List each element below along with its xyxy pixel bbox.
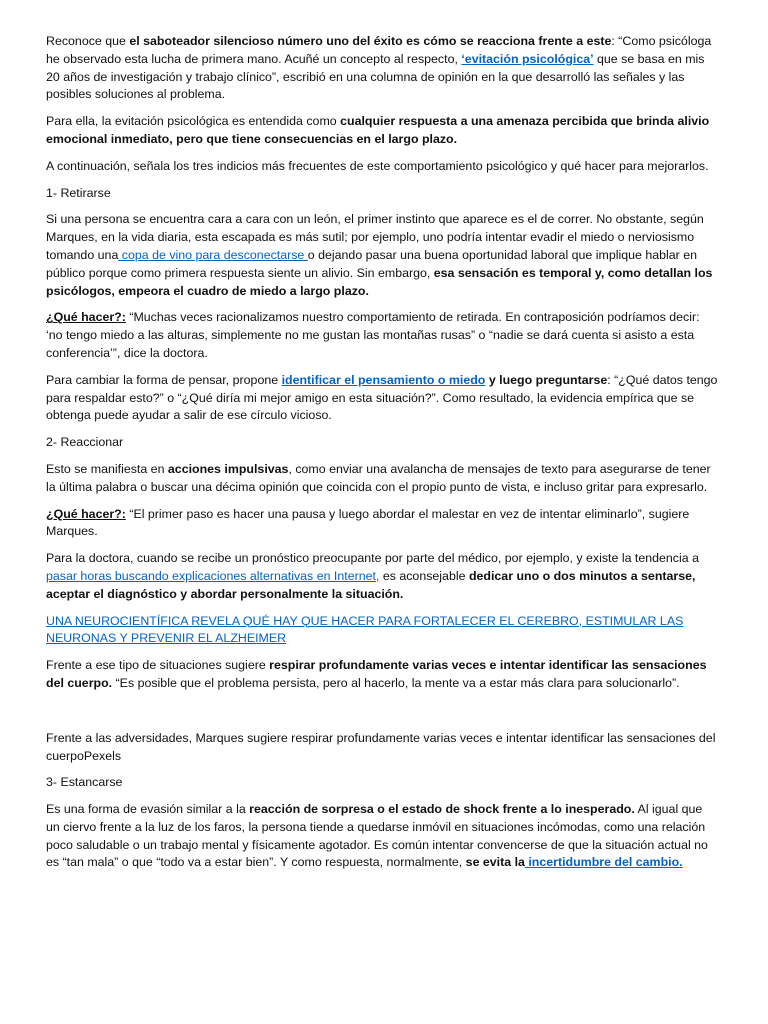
bold-text: reacción de sorpresa o el estado de shock frente a lo inesperado.: [249, 802, 635, 817]
bold-text: dedicar uno o dos minutos a sentarse, aceptar el diagnóstico y abordar personalmente la situación.: [46, 568, 696, 601]
link-copa-de-vino[interactable]: copa de vino para desconectarse: [118, 247, 308, 262]
bold-text: esa sensación es temporal y, como detallan los psicólogos, empeora el cuadro de miedo a largo plazo.: [46, 265, 713, 298]
text: es aconsejable: [379, 568, 469, 583]
paragraph: [46, 158, 718, 176]
text: Para la doctora, cuando se recibe un pronóstico preocupante por parte del médico, por ejemplo, y existe la tendencia a: [46, 551, 699, 566]
image-caption: [46, 730, 718, 766]
text: Para ella, la evitación psicológica es entendida como: [46, 114, 341, 129]
paragraph: [46, 613, 718, 649]
text: : “Como psicóloga he observado esta lucha de primera mano. Acuñé un concepto al respecto,: [46, 34, 712, 66]
bold-text: el saboteador silencioso número uno del éxito es cómo se reacciona frente a este: [129, 34, 612, 48]
bold-text: y luego preguntarse: [485, 372, 608, 387]
bold-text: se evita la: [465, 855, 525, 870]
paragraph: [46, 309, 718, 362]
paragraph: [46, 461, 718, 497]
text: Frente a ese tipo de situaciones sugiere: [46, 658, 270, 673]
text: Para cambiar la forma de pensar, propone: [46, 372, 282, 387]
paragraph: [46, 211, 718, 300]
bold-text: acciones impulsivas: [167, 461, 289, 476]
text: Al igual que un ciervo frente a la luz de los faros, la persona tiende a quedarse inmóvil en situaciones incómodas, como una relación poco saludable o un trabajo mental y físicamente agotador. Es común intentar convencerse de que la situación actual no es “tan mala” o que “todo va a estar bien”. Y como respuesta, normalmente,: [46, 802, 708, 870]
text: Esto se manifiesta en: [46, 461, 168, 476]
paragraph: [46, 33, 718, 104]
paragraph: [46, 550, 718, 603]
section-heading: 3- Estancarse: [46, 775, 123, 790]
spacer: [46, 702, 718, 730]
paragraph: [46, 113, 718, 149]
que-hacer-label: ¿Qué hacer?:: [46, 506, 126, 521]
text: Frente a las adversidades, Marques sugiere respirar profundamente varias veces e intentar identificar las sensaciones del cuerpoPexels: [46, 730, 716, 763]
text: Es una forma de evasión similar a la: [46, 802, 250, 817]
text: Reconoce que: [46, 34, 130, 48]
text: “El primer paso es hacer una pausa y luego abordar el malestar en vez de intentar eliminarlo”, sugiere Marques.: [46, 506, 690, 539]
que-hacer-label: ¿Qué hacer?:: [46, 310, 126, 325]
text: A continuación, señala los tres indicios más frecuentes de este comportamiento psicológico y qué hacer para mejorarlos.: [46, 158, 709, 173]
text: : “¿Qué datos tengo para respaldar esto?” o “¿Qué diría mi mejor amigo en esta situación?”. Como resultado, la evidencia empírica que se obtenga puede ayudar a salir de ese círculo vicioso.: [46, 372, 718, 423]
text: que se basa en mis 20 años de investigación y trabajo clínico”, escribió en una columna de opinión en la que desarrolló las señales y las posibles soluciones al problema.: [46, 51, 705, 102]
link-neurocientifica-article[interactable]: UNA NEUROCIENTÍFICA REVELA QUÉ HAY QUE HACER PARA FORTALECER EL CEREBRO, ESTIMULAR LAS NEURONAS Y PREVENIR EL ALZHEIMER: [46, 613, 684, 646]
link-pasar-horas-internet[interactable]: pasar horas buscando explicaciones alternativas en Internet,: [46, 568, 380, 583]
text: , como enviar una avalancha de mensajes de texto para asegurarse de tener la última palabra o buscar una décima opinión que coincida con el propio punto de vista, e incluso gritar para expresarlo.: [46, 461, 711, 494]
paragraph: [46, 801, 718, 872]
text: Si una persona se encuentra cara a cara con un león, el primer instinto que aparece es el de correr. No obstante, según Marques, en la vida diaria, esta escapada es más sutil; por ejemplo, uno podría intentar evadir el miedo o nerviosismo tomando una: [46, 212, 704, 262]
text: o dejando pasar una buena oportunidad laboral que implique hablar en público porque como primera respuesta siente un alivio. Sin embargo,: [46, 247, 698, 280]
bold-text: respirar profundamente varias veces e intentar identificar las sensaciones del cuerpo.: [46, 658, 707, 690]
link-evitacion-psicologica[interactable]: ‘evitación psicológica’: [461, 51, 594, 66]
paragraph: [46, 657, 718, 693]
paragraph: [46, 372, 718, 425]
text: “Es posible que el problema persista, pero al hacerlo, la mente va a estar más clara para solucionarlo”.: [112, 675, 680, 690]
text: “Muchas veces racionalizamos nuestro comportamiento de retirada. En contraposición podríamos decir: ‘no tengo miedo a las alturas, simplemente no me gustan las montañas rusas” o “nadie se dará cuenta si asisto a esta conferencia’”, dice la doctora.: [46, 310, 700, 360]
section-heading: 1- Retirarse: [46, 185, 111, 200]
section-heading: 2- Reaccionar: [46, 435, 124, 450]
paragraph: [46, 506, 718, 542]
link-incertidumbre-del-cambio[interactable]: incertidumbre del cambio.: [524, 855, 683, 870]
link-identificar-pensamiento[interactable]: identificar el pensamiento o miedo: [281, 372, 486, 387]
bold-text: cualquier respuesta a una amenaza percibida que brinda alivio emocional inmediato, pero que tiene consecuencias en el largo plazo.: [46, 114, 710, 146]
